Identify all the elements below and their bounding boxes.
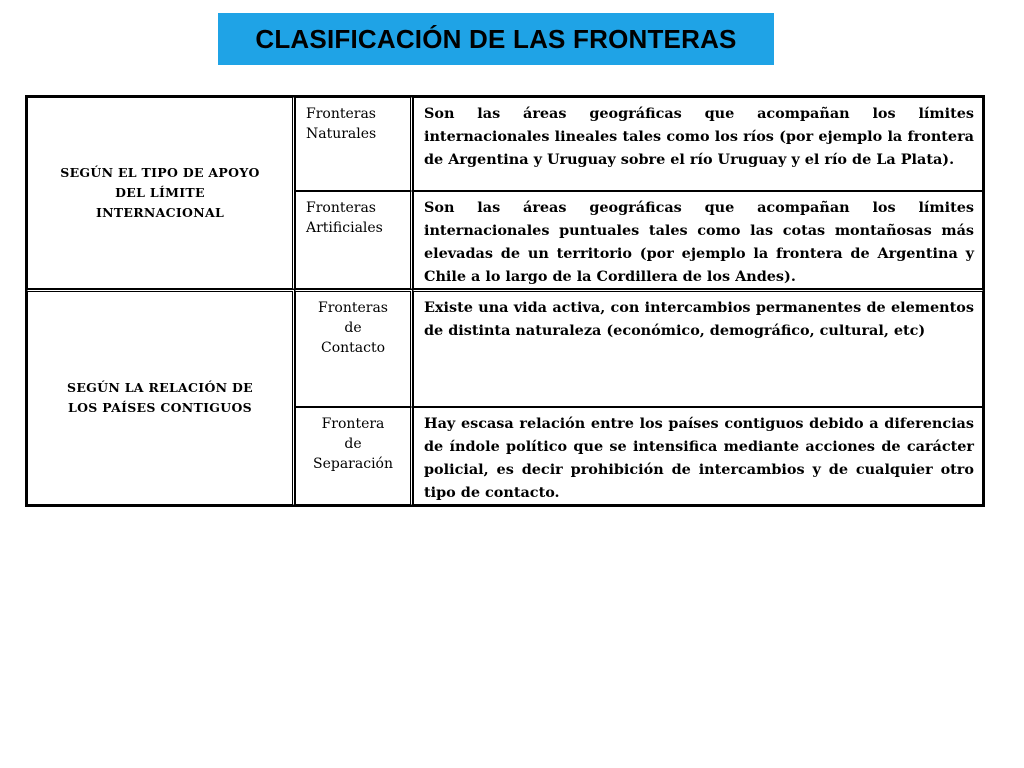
category-cell-relation [27, 289, 295, 505]
type-cell-artificial [295, 191, 413, 289]
type-cell-contact [295, 289, 413, 407]
type-label-line: Fronteras [306, 200, 376, 216]
category-label-line: DEL LÍMITE [115, 185, 205, 200]
description-cell-contact: Existe una vida activa, con intercambios permanentes de elementos de distinta naturaleza (económico, demográfico, cultural, etc) [413, 289, 983, 407]
type-label-line: Artificiales [306, 220, 383, 236]
page-title: CLASIFICACIÓN DE LAS FRONTERAS [218, 13, 774, 65]
category-cell-support-type [27, 97, 295, 289]
type-label-line: Naturales [306, 126, 377, 142]
type-label-line: Frontera [321, 416, 385, 432]
category-label-line: SEGÚN EL TIPO DE APOYO [60, 165, 260, 180]
category-label-line: INTERNACIONAL [95, 205, 225, 220]
type-cell-natural [295, 97, 413, 191]
description-cell-artificial: Son las áreas geográficas que acompañan los límites internacionales puntuales tales como las cotas montañosas más elevadas de un territorio (por ejemplo la frontera de Argentina y Chile a lo largo de la Cordillera de los Andes). [413, 191, 983, 289]
type-label-line: Separación [313, 456, 393, 472]
description-cell-natural: Son las áreas geográficas que acompañan los límites internacionales lineales tales como los ríos (por ejemplo la frontera de Argentina y Uruguay sobre el río Uruguay y el río de La Plata). [413, 97, 983, 191]
category-label-line: LOS PAÍSES CONTIGUOS [68, 400, 252, 415]
type-label-line: Fronteras [306, 106, 376, 122]
table-row [27, 289, 983, 407]
description-cell-separation: Hay escasa relación entre los países contiguos debido a diferencias de índole político que se intensifica mediante acciones de carácter policial, es decir prohibición de intercambios y de cualquier otro tipo de contacto. [413, 407, 983, 505]
classification-table [25, 95, 985, 507]
type-label-line: de [344, 436, 362, 452]
type-label-line: Fronteras [318, 300, 388, 316]
category-label-line: SEGÚN LA RELACIÓN DE [67, 380, 253, 395]
type-label-line: Contacto [320, 340, 386, 356]
type-cell-separation [295, 407, 413, 505]
table-row [27, 97, 983, 191]
type-label-line: de [344, 320, 362, 336]
